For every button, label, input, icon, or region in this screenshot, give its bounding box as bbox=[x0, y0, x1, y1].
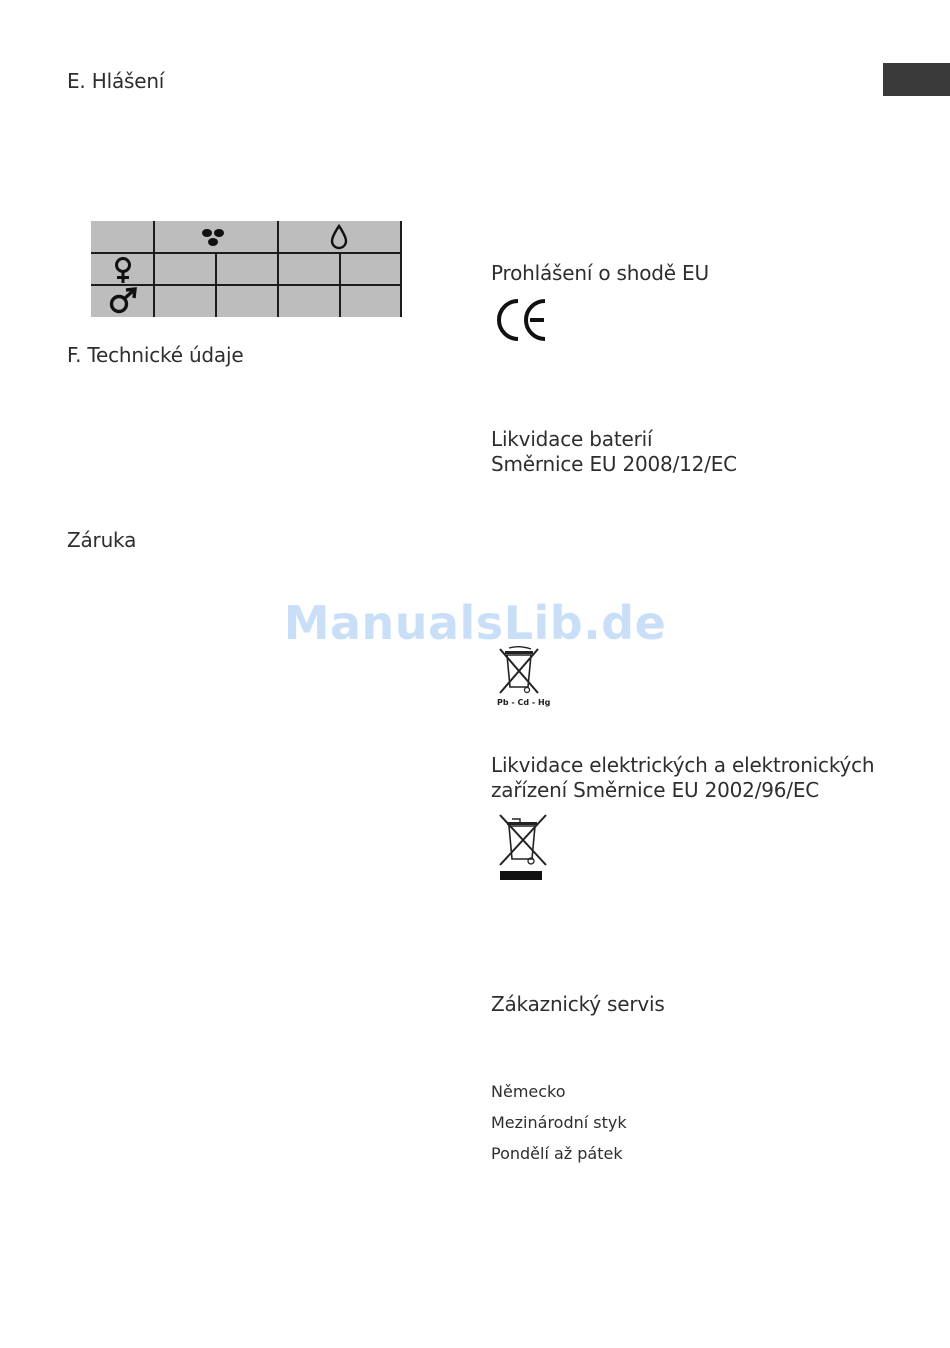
service-title: Zákaznický servis bbox=[491, 992, 665, 1016]
battery-disposal-icon bbox=[497, 645, 541, 697]
section-e-title: E. Hlášení bbox=[67, 69, 165, 93]
weee-title-line1: Likvidace elektrických a elektronických bbox=[491, 753, 875, 777]
battery-title-line1: Likvidace baterií bbox=[491, 427, 653, 451]
drop-icon bbox=[329, 224, 349, 250]
female-symbol-icon bbox=[111, 256, 135, 284]
warranty-title: Záruka bbox=[67, 528, 137, 552]
conformity-title: Prohlášení o shodě EU bbox=[491, 261, 709, 285]
ce-mark-icon bbox=[494, 297, 550, 343]
battery-label: Pb - Cd - Hg bbox=[497, 698, 551, 707]
page-tab-marker bbox=[883, 63, 950, 96]
service-item-germany: Německo bbox=[491, 1082, 566, 1101]
weee-title-line2: zařízení Směrnice EU 2002/96/EC bbox=[491, 778, 820, 802]
report-table bbox=[91, 221, 402, 317]
battery-title-line2: Směrnice EU 2008/12/EC bbox=[491, 452, 737, 476]
watermark: ManualsLib.de bbox=[283, 596, 667, 650]
droplets-icon bbox=[198, 226, 230, 248]
service-item-hours: Pondělí až pátek bbox=[491, 1144, 623, 1163]
section-f-title: F. Technické údaje bbox=[67, 343, 244, 367]
weee-disposal-icon bbox=[498, 813, 548, 881]
male-symbol-icon bbox=[107, 287, 139, 315]
service-item-international: Mezinárodní styk bbox=[491, 1113, 627, 1132]
